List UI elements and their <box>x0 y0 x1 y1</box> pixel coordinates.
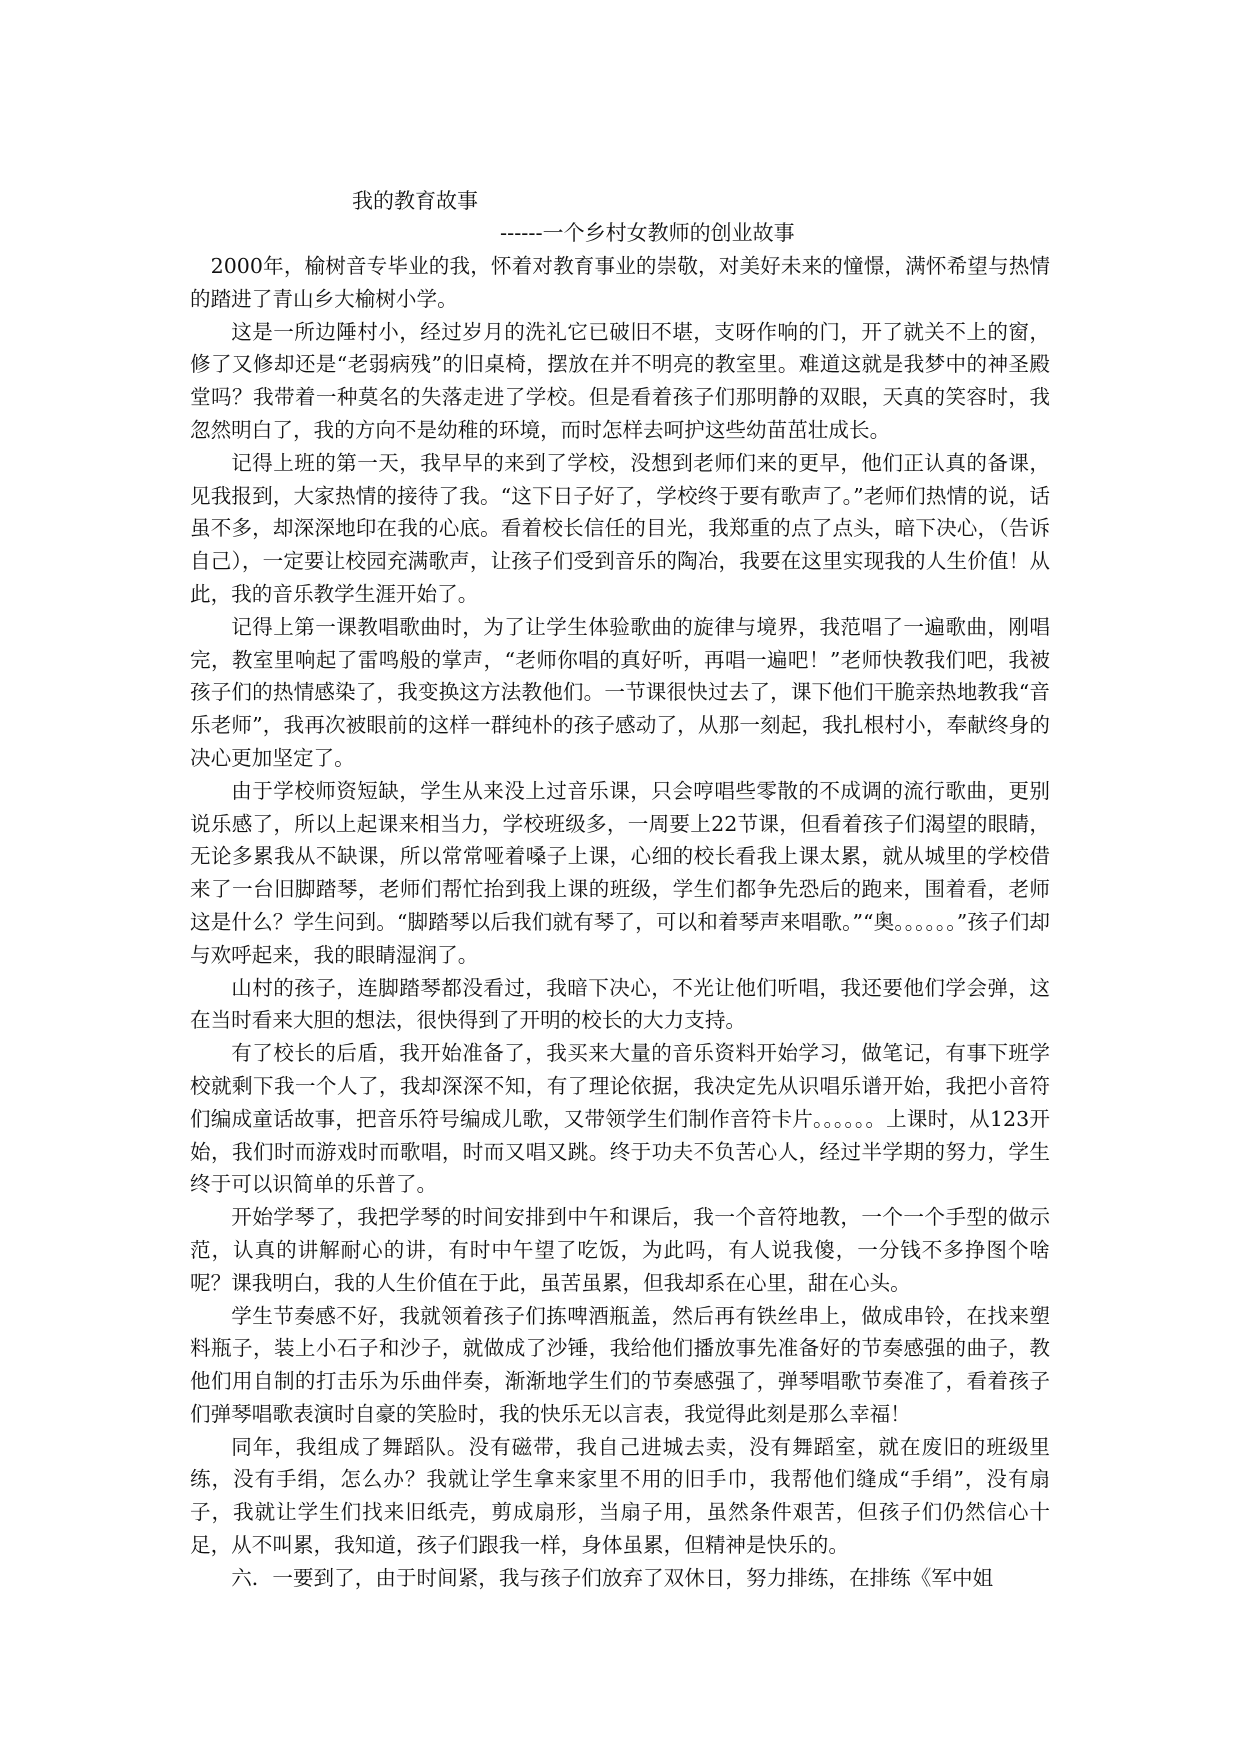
paragraph: 有了校长的后盾，我开始准备了，我买来大量的音乐资料开始学习，做笔记，有事下班学校就剩下我一个人了，我却深深不知，有了理论依据，我决定先从识唱乐谱开始，我把小音符们编成童话故事，把音乐符号编成儿歌，又带领学生们制作音符卡片。。。。。。上课时，从123开始，我们时而游戏时而歌唱，时而又唱又跳。终于功夫不负苦心人，经过半学期的努力，学生终于可以识简单的乐普了。 <box>190 1041 1050 1197</box>
paragraph: 2000年，榆树音专毕业的我，怀着对教育事业的崇敬，对美好未来的憧憬，满怀希望与热情的踏进了青山乡大榆树小学。 <box>190 254 1050 311</box>
paragraph: 同年，我组成了舞蹈队。没有磁带，我自己进城去卖，没有舞蹈室，就在废旧的班级里练，没有手绢，怎么办？我就让学生拿来家里不用的旧手巾，我帮他们缝成“手绢”，没有扇子，我就让学生们找来旧纸壳，剪成扇形，当扇子用，虽然条件艰苦，但孩子们仍然信心十足，从不叫累，我知道，孩子们跟我一样，身体虽累，但精神是快乐的。 <box>190 1434 1050 1558</box>
paragraph: 记得上班的第一天，我早早的来到了学校，没想到老师们来的更早，他们正认真的备课，见我报到，大家热情的接待了我。“这下日子好了，学校终于要有歌声了。”老师们热情的说，话虽不多，却深深地印在我的心底。看着校长信任的目光，我郑重的点了点头，暗下决心，（告诉自己），一定要让校园充满歌声，让孩子们受到音乐的陶冶，我要在这里实现我的人生价值！从此，我的音乐教学生涯开始了。 <box>190 450 1050 606</box>
paragraph: 这是一所边陲村小，经过岁月的洗礼它已破旧不堪，支呀作响的门，开了就关不上的窗，修了又修却还是“老弱病残”的旧桌椅，摆放在并不明亮的教室里。难道这就是我梦中的神圣殿堂吗？我带着一种莫名的失落走进了学校。但是看着孩子们那明静的双眼，天真的笑容时，我忽然明白了，我的方向不是幼稚的环境，而时怎样去呵护这些幼苗茁壮成长。 <box>190 319 1050 442</box>
paragraph: 山村的孩子，连脚踏琴都没看过，我暗下决心，不光让他们听唱，我还要他们学会弹，这在当时看来大胆的想法，很快得到了开明的校长的大力支持。 <box>190 975 1050 1033</box>
paragraph: 开始学琴了，我把学琴的时间安排到中午和课后，我一个音符地教，一个一个手型的做示范，认真的讲解耐心的讲，有时中午望了吃饭，为此吗，有人说我傻，一分钱不多挣图个啥呢？课我明白，我的人生价值在于此，虽苦虽累，但我却系在心里，甜在心头。 <box>190 1205 1050 1295</box>
paragraph: 由于学校师资短缺，学生从来没上过音乐课，只会哼唱些零散的不成调的流行歌曲，更别说乐感了，所以上起课来相当力，学校班级多，一周要上22节课，但看着孩子们渴望的眼睛，无论多累我从不缺课，所以常常哑着嗓子上课，心细的校长看我上课太累，就从城里的学校借来了一台旧脚踏琴，老师们帮忙抬到我上课的班级，学生们都争先恐后的跑来，围着看，老师这是什么？学生问到。“脚踏琴以后我们就有琴了，可以和着琴声来唱歌。”“奥。。。。。。”孩子们却与欢呼起来，我的眼睛湿润了。 <box>190 778 1050 967</box>
document-subtitle: ------一个乡村女教师的创业故事 <box>500 221 795 245</box>
paragraph: 六．一要到了，由于时间紧，我与孩子们放弃了双休日，努力排练，在排练《军中姐 <box>231 1565 994 1590</box>
document-body <box>190 250 1050 1595</box>
document-title: 我的教育故事 <box>352 189 478 213</box>
paragraph: 记得上第一课教唱歌曲时，为了让学生体验歌曲的旋律与境界，我范唱了一遍歌曲，刚唱完，教室里响起了雷鸣般的掌声，“老师你唱的真好听，再唱一遍吧！”老师快教我们吧，我被孩子们的热情感染了，我变换这方法教他们。一节课很快过去了，课下他们干脆亲热地教我“音乐老师”，我再次被眼前的这样一群纯朴的孩子感动了，从那一刻起，我扎根村小，奉献终身的决心更加坚定了。 <box>190 614 1050 770</box>
paragraph: 学生节奏感不好，我就领着孩子们拣啤酒瓶盖，然后再有铁丝串上，做成串铃，在找来塑料瓶子，装上小石子和沙子，就做成了沙锤，我给他们播放事先准备好的节奏感强的曲子，教他们用自制的打击乐为乐曲伴奏，渐渐地学生们的节奏感强了，弹琴唱歌节奏准了，看着孩子们弹琴唱歌表演时自豪的笑脸时，我的快乐无以言表，我觉得此刻是那么幸福！ <box>190 1303 1050 1426</box>
